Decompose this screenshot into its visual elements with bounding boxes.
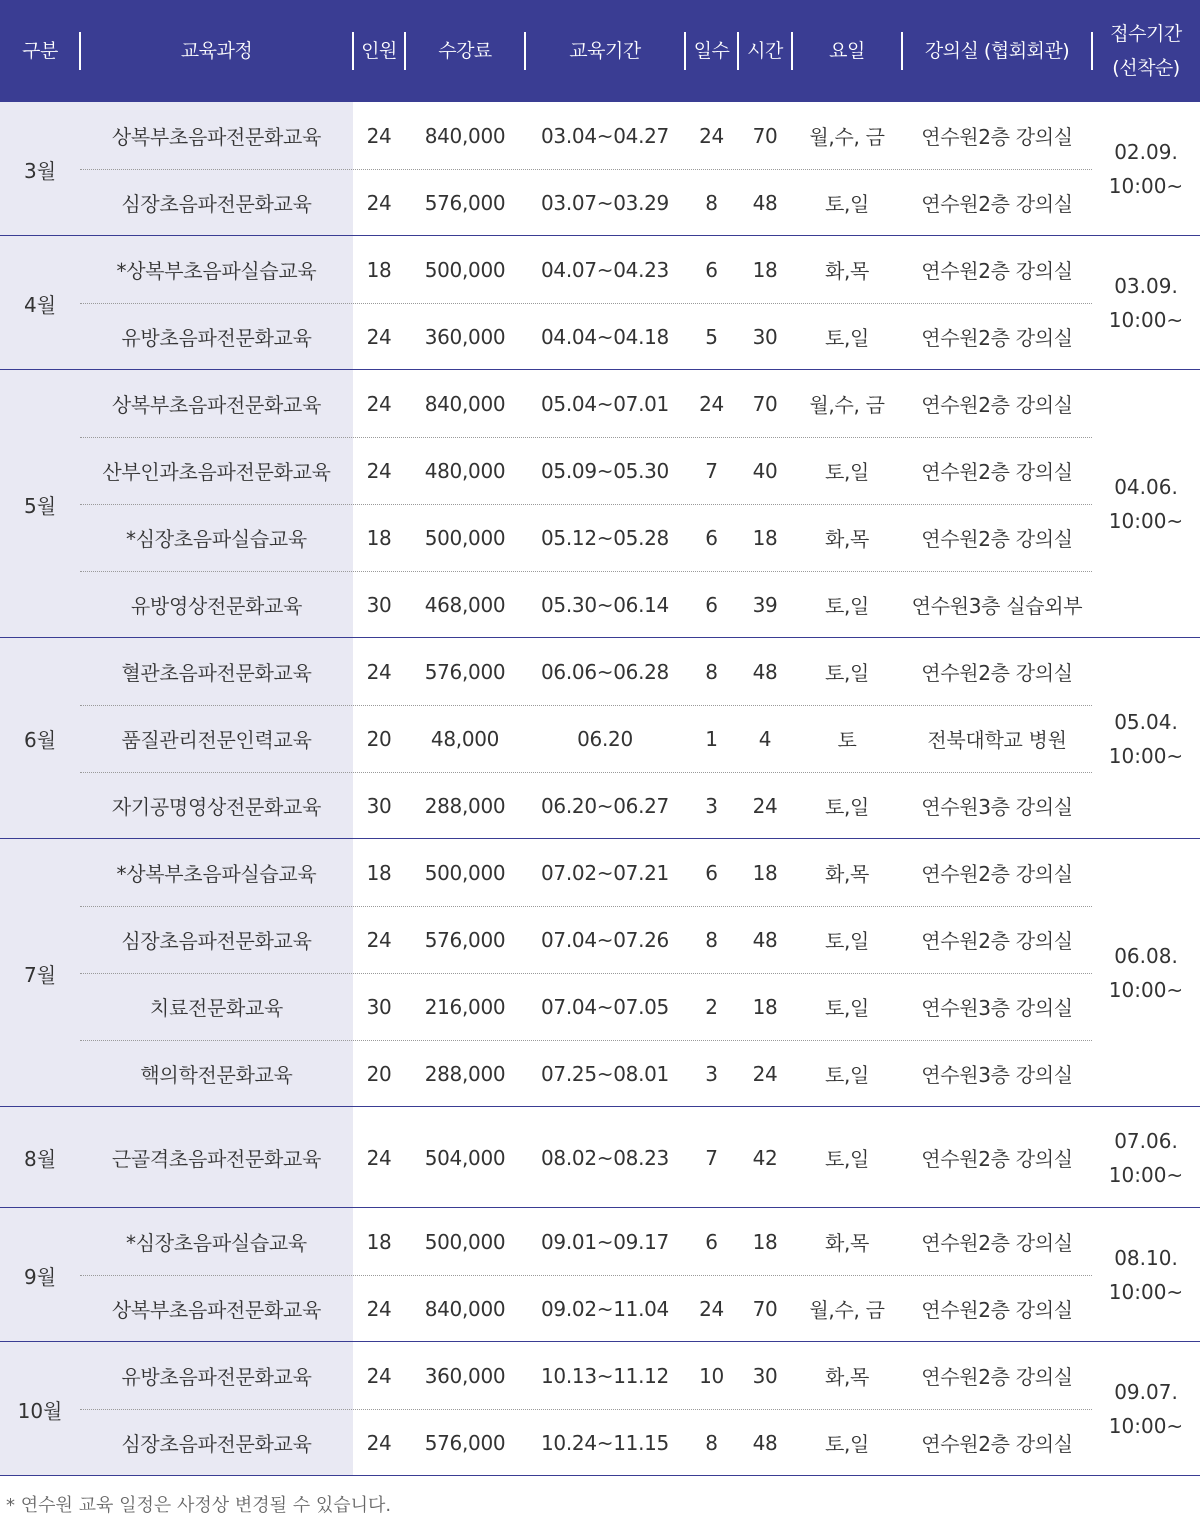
hours-cell: 30 [752,1363,778,1388]
fee-cell: 360,000 [424,324,506,349]
weekday-cell: 토,일 [824,661,870,685]
period-cell: 06.20 [577,726,633,751]
days-cell: 7 [705,1145,718,1170]
period-cell: 06.20~06.27 [541,793,669,818]
room-cell: 연수원2층 강의실 [921,192,1073,216]
capacity-cell: 24 [366,324,392,349]
table-row [0,1275,1092,1342]
header-registration-line2: (선착순) [1112,57,1180,79]
fee-cell: 48,000 [430,726,500,751]
registration-line: 06.08. [1114,944,1178,968]
fee-cell: 500,000 [424,257,506,282]
hours-cell: 18 [752,257,778,282]
weekday-cell: 월,수, 금 [809,393,885,417]
room-cell: 연수원2층 강의실 [921,1298,1073,1322]
period-cell: 05.09~05.30 [541,458,669,483]
days-cell: 3 [705,1061,718,1086]
table-row [0,906,1092,973]
hours-cell: 70 [752,123,778,148]
registration-period [1092,1342,1200,1476]
weekday-cell: 화,목 [824,862,870,886]
room-cell: 연수원3층 강의실 [921,795,1073,819]
registration-line: 07.06. [1114,1128,1178,1153]
course-cell: *심장초음파실습교육 [126,527,307,551]
month-label: 7월 [23,962,57,987]
row-divider [80,1275,1092,1276]
weekday-cell: 토,일 [824,192,870,216]
days-cell: 24 [699,391,724,416]
row-divider [80,1040,1092,1041]
weekday-cell: 월,수, 금 [809,1298,885,1322]
fee-cell: 500,000 [424,525,506,550]
weekday-cell: 토,일 [824,594,870,618]
days-cell: 8 [705,927,718,952]
days-cell: 6 [705,592,718,617]
room-cell: 연수원3층 강의실 [921,1063,1073,1087]
course-cell: 유방영상전문화교육 [130,594,303,618]
row-divider [80,504,1092,505]
days-cell: 3 [705,793,718,818]
room-cell: 연수원2층 강의실 [921,862,1073,886]
days-cell: 6 [705,860,718,885]
fee-cell: 288,000 [424,793,506,818]
capacity-cell: 24 [366,659,392,684]
period-cell: 05.04~07.01 [541,391,669,416]
registration-line: 04.06. [1114,475,1178,499]
registration-line: 09.07. [1114,1380,1178,1404]
header-fee: 수강료 [438,40,492,62]
capacity-cell: 18 [366,525,392,550]
hours-cell: 48 [752,190,778,215]
room-cell: 연수원2층 강의실 [921,326,1073,350]
registration-period [1092,638,1200,839]
fee-cell: 840,000 [424,1296,506,1321]
group-divider [0,1475,1200,1476]
fee-cell: 468,000 [424,592,506,617]
row-divider [80,437,1092,438]
course-cell: 치료전문화교육 [149,996,284,1020]
days-cell: 7 [705,458,718,483]
course-cell: 유방초음파전문화교육 [121,1365,312,1389]
fee-cell: 500,000 [424,860,506,885]
course-cell: 유방초음파전문화교육 [121,326,312,350]
table-row [0,839,1092,906]
capacity-cell: 18 [366,1229,392,1254]
month-label: 8월 [23,1147,57,1171]
period-cell: 03.04~04.27 [541,123,669,148]
table-row [0,370,1092,437]
table-row [0,772,1092,839]
registration-line: 03.09. [1114,274,1178,298]
hours-cell: 24 [752,793,778,818]
room-cell: 전북대학교 병원 [927,728,1067,752]
fee-cell: 840,000 [424,123,506,148]
row-divider [80,906,1092,907]
room-cell: 연수원2층 강의실 [921,929,1073,953]
header-weekday: 요일 [829,40,865,62]
month-label: 5월 [23,493,57,518]
capacity-cell: 24 [366,1430,392,1455]
room-cell: 연수원2층 강의실 [921,460,1073,484]
capacity-cell: 24 [366,927,392,952]
header-registration [1092,0,1200,102]
period-cell: 04.04~04.18 [541,324,669,349]
weekday-cell: 화,목 [824,1231,870,1255]
registration-line: 10:00~ [1108,174,1184,198]
header-capacity: 인원 [361,40,397,62]
registration-period [1092,1208,1200,1342]
registration-line: 10:00~ [1108,1280,1184,1304]
table-row [0,705,1092,772]
room-cell: 연수원2층 강의실 [921,393,1073,417]
days-cell: 1 [705,726,718,751]
header-period: 교육기간 [569,40,641,62]
period-cell: 10.13~11.12 [541,1363,669,1388]
capacity-cell: 24 [366,1145,392,1170]
hours-cell: 48 [752,927,778,952]
capacity-cell: 24 [366,123,392,148]
room-cell: 연수원2층 강의실 [921,1365,1073,1389]
room-cell: 연수원2층 강의실 [921,1432,1073,1456]
table-row [0,303,1092,370]
month-label: 9월 [23,1264,57,1289]
table-row [0,102,1092,169]
hours-cell: 24 [752,1061,778,1086]
table-row [0,1208,1092,1275]
hours-cell: 70 [752,391,778,416]
capacity-cell: 20 [366,1061,392,1086]
registration-period [1092,370,1200,638]
row-divider [80,169,1092,170]
hours-cell: 18 [752,1229,778,1254]
capacity-cell: 30 [366,592,392,617]
weekday-cell: 화,목 [824,1365,870,1389]
hours-cell: 39 [752,592,778,617]
table-row [0,437,1092,504]
table-row [0,973,1092,1040]
period-cell: 05.30~06.14 [541,592,669,617]
month-label: 3월 [23,158,57,183]
days-cell: 8 [705,190,718,215]
weekday-cell: 토,일 [824,1432,870,1456]
row-divider [80,973,1092,974]
weekday-cell: 토,일 [824,929,870,953]
table-row [0,1040,1092,1107]
course-cell: 상복부초음파전문화교육 [111,125,322,149]
fee-cell: 360,000 [424,1363,506,1388]
course-cell: 산부인과초음파전문화교육 [102,460,331,484]
registration-period [1092,839,1200,1107]
fee-cell: 576,000 [424,1430,506,1455]
course-cell: 자기공명영상전문화교육 [111,795,322,819]
table-header [0,0,1200,102]
period-cell: 09.02~11.04 [541,1296,669,1321]
period-cell: 07.04~07.26 [541,927,669,952]
fee-cell: 480,000 [424,458,506,483]
capacity-cell: 30 [366,793,392,818]
table-row [0,504,1092,571]
header-room: 강의실 (협회회관) [924,40,1070,62]
capacity-cell: 20 [366,726,392,751]
registration-line: 10:00~ [1108,308,1184,332]
capacity-cell: 30 [366,994,392,1019]
period-cell: 07.02~07.21 [541,860,669,885]
course-cell: 상복부초음파전문화교육 [111,393,322,417]
fee-cell: 576,000 [424,927,506,952]
course-cell: 심장초음파전문화교육 [121,929,312,953]
footnote: * 연수원 교육 일정은 사정상 변경될 수 있습니다. [6,1495,392,1516]
course-cell: *심장초음파실습교육 [126,1231,307,1255]
room-cell: 연수원2층 강의실 [921,259,1073,283]
hours-cell: 18 [752,860,778,885]
header-division: 구분 [22,40,58,62]
period-cell: 08.02~08.23 [541,1145,669,1170]
course-cell: 핵의학전문화교육 [140,1063,293,1087]
hours-cell: 18 [752,994,778,1019]
hours-cell: 48 [752,1430,778,1455]
days-cell: 8 [705,1430,718,1455]
registration-period [1092,1107,1200,1208]
month-label: 4월 [23,292,57,317]
room-cell: 연수원3층 실습외부 [911,594,1083,618]
registration-line: 05.04. [1114,709,1178,734]
table-row [0,1107,1092,1208]
days-cell: 24 [699,1296,724,1321]
weekday-cell: 토,일 [824,1147,870,1171]
room-cell: 연수원2층 강의실 [921,1147,1073,1171]
period-cell: 07.04~07.05 [541,994,669,1019]
room-cell: 연수원2층 강의실 [921,125,1073,149]
fee-cell: 576,000 [424,190,506,215]
hours-cell: 18 [752,525,778,550]
days-cell: 5 [705,324,718,349]
days-cell: 8 [705,659,718,684]
fee-cell: 576,000 [424,659,506,684]
registration-line: 10:00~ [1108,509,1184,533]
days-cell: 2 [705,994,718,1019]
weekday-cell: 토,일 [824,1063,870,1087]
header-registration-line1: 접수기간 [1110,23,1182,45]
row-divider [80,705,1092,706]
capacity-cell: 18 [366,257,392,282]
header-course: 교육과정 [180,40,253,62]
weekday-cell: 토,일 [824,460,870,484]
registration-line: 10:00~ [1108,1162,1184,1187]
registration-line: 10:00~ [1108,1414,1184,1438]
header-hours: 시간 [747,40,783,62]
course-cell: *상복부초음파실습교육 [116,862,317,886]
table-row [0,571,1092,638]
table-row [0,1342,1092,1409]
days-cell: 6 [705,1229,718,1254]
capacity-cell: 24 [366,391,392,416]
course-cell: 품질관리전문인력교육 [121,728,312,752]
registration-period [1092,102,1200,236]
hours-cell: 48 [752,659,778,684]
period-cell: 10.24~11.15 [541,1430,669,1455]
row-divider [80,1409,1092,1410]
days-cell: 6 [705,525,718,550]
course-cell: 심장초음파전문화교육 [121,1432,312,1456]
course-cell: 근골격초음파전문화교육 [111,1147,322,1171]
capacity-cell: 24 [366,190,392,215]
fee-cell: 216,000 [424,994,506,1019]
fee-cell: 500,000 [424,1229,506,1254]
room-cell: 연수원2층 강의실 [921,1231,1073,1255]
capacity-cell: 18 [366,860,392,885]
capacity-cell: 24 [366,458,392,483]
hours-cell: 30 [752,324,778,349]
registration-line: 02.09. [1114,140,1178,164]
period-cell: 03.07~03.29 [541,190,669,215]
period-cell: 04.07~04.23 [541,257,669,282]
hours-cell: 70 [752,1296,778,1321]
period-cell: 09.01~09.17 [541,1229,669,1254]
table-row [0,638,1092,705]
month-label: 6월 [23,728,57,752]
days-cell: 6 [705,257,718,282]
course-cell: 혈관초음파전문화교육 [121,661,312,685]
weekday-cell: 토,일 [824,795,870,819]
row-divider [80,571,1092,572]
capacity-cell: 24 [366,1363,392,1388]
row-divider [80,772,1092,773]
course-cell: 상복부초음파전문화교육 [111,1298,322,1322]
weekday-cell: 토,일 [824,996,870,1020]
capacity-cell: 24 [366,1296,392,1321]
room-cell: 연수원2층 강의실 [921,661,1073,685]
period-cell: 07.25~08.01 [541,1061,669,1086]
table-row [0,1409,1092,1476]
weekday-cell: 화,목 [824,527,870,551]
registration-line: 10:00~ [1108,978,1184,1002]
weekday-cell: 토,일 [824,326,870,350]
course-cell: 심장초음파전문화교육 [121,192,312,216]
weekday-cell: 월,수, 금 [809,125,885,149]
hours-cell: 4 [758,726,772,751]
room-cell: 연수원2층 강의실 [921,527,1073,551]
room-cell: 연수원3층 강의실 [921,996,1073,1020]
registration-period [1092,236,1200,370]
period-cell: 06.06~06.28 [541,659,669,684]
course-cell: *상복부초음파실습교육 [116,259,317,283]
fee-cell: 504,000 [424,1145,506,1170]
period-cell: 05.12~05.28 [541,525,669,550]
row-divider [80,303,1092,304]
hours-cell: 40 [752,458,778,483]
header-days: 일수 [693,40,730,62]
fee-cell: 288,000 [424,1061,506,1086]
hours-cell: 42 [752,1145,778,1170]
month-label: 10월 [17,1398,63,1423]
days-cell: 24 [699,123,724,148]
table-row [0,169,1092,236]
registration-line: 10:00~ [1108,743,1184,768]
table-row [0,236,1092,303]
fee-cell: 840,000 [424,391,506,416]
registration-line: 08.10. [1114,1246,1178,1270]
weekday-cell: 화,목 [824,259,870,283]
days-cell: 10 [699,1363,724,1388]
weekday-cell: 토 [837,728,857,752]
